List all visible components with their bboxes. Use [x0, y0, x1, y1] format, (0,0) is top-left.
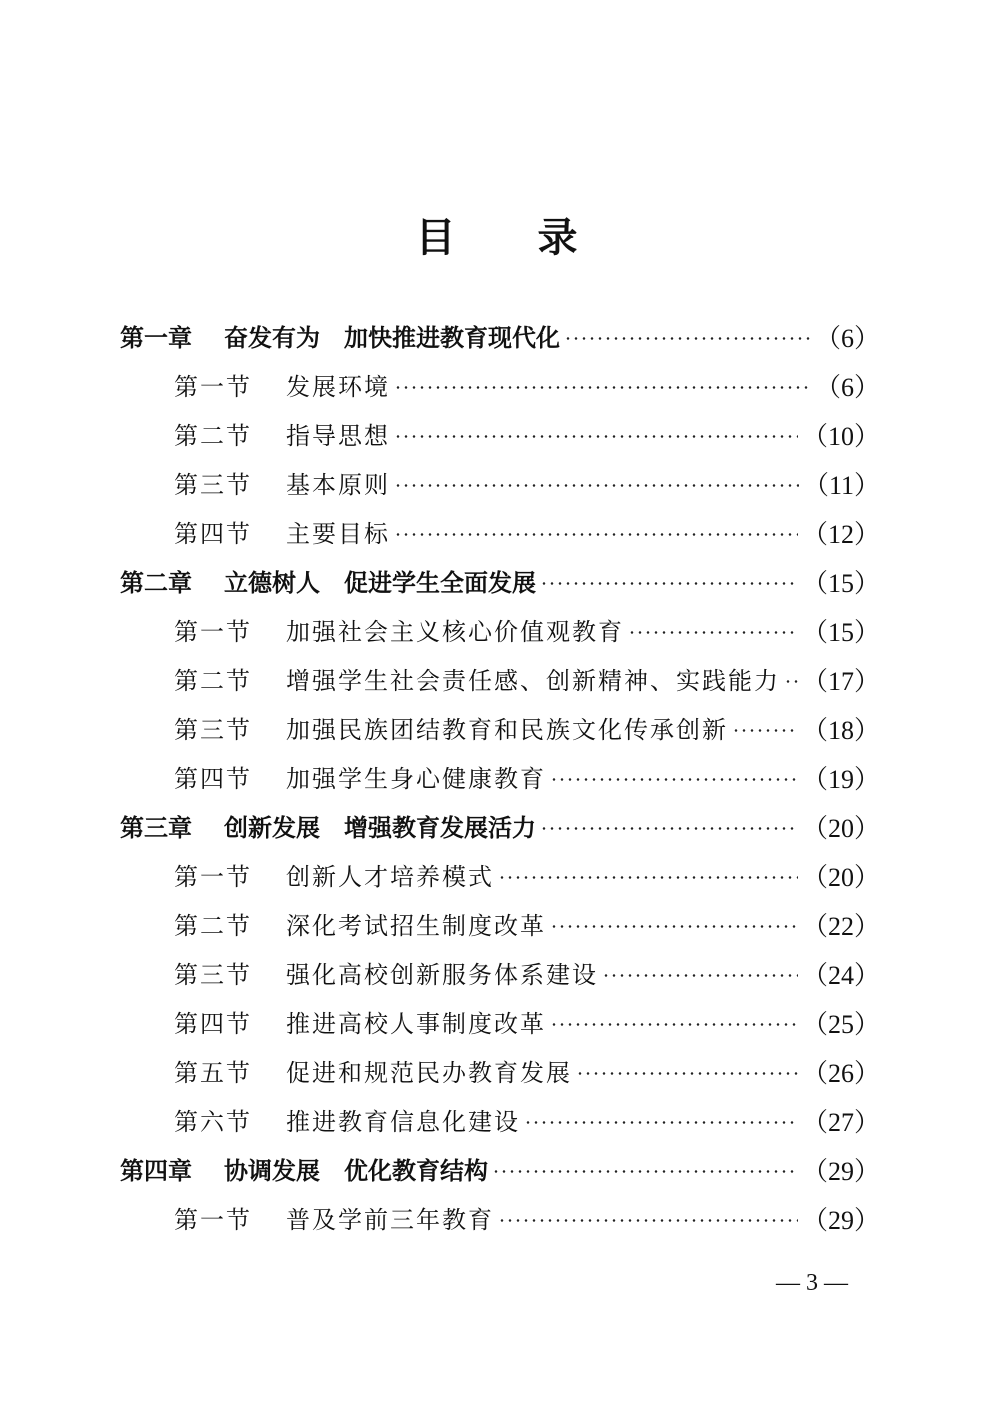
toc-entry-number: 第二节	[174, 667, 252, 695]
toc-entry-number: 第四节	[174, 765, 252, 793]
toc-entry-page: （20）	[801, 814, 880, 843]
toc-entry-page: （15）	[801, 569, 880, 598]
toc-entry-title: 协调发展 优化教育结构	[224, 1157, 488, 1185]
dot-leader	[564, 314, 811, 363]
toc-entry-title: 增强学生社会责任感、创新精神、实践能力	[286, 667, 780, 695]
toc-entry-title: 奋发有为 加快推进教育现代化	[224, 324, 560, 352]
toc-entry-number: 第四章	[120, 1157, 192, 1185]
toc-section-entry[interactable]	[174, 608, 880, 657]
toc-entry-title: 深化考试招生制度改革	[286, 912, 546, 940]
toc-entry-title: 促进和规范民办教育发展	[286, 1059, 572, 1087]
toc-entry-title: 发展环境	[286, 373, 390, 401]
toc-entry-number: 第三章	[120, 814, 192, 842]
toc-entry-page: （29）	[801, 1206, 880, 1235]
toc-section-entry[interactable]	[174, 951, 880, 1000]
toc-section-entry[interactable]	[174, 853, 880, 902]
dot-leader	[550, 755, 798, 804]
toc-entry-title: 推进教育信息化建设	[286, 1108, 520, 1136]
dot-leader	[602, 951, 798, 1000]
dot-leader	[550, 902, 798, 951]
toc-chapter-entry[interactable]	[120, 314, 880, 363]
toc-section-entry[interactable]	[174, 1049, 880, 1098]
toc-entry-number: 第二节	[174, 422, 252, 450]
toc-chapter-entry[interactable]	[120, 1147, 880, 1196]
dot-leader	[576, 1049, 798, 1098]
toc-section-entry[interactable]	[174, 755, 880, 804]
toc-entry-page: （29）	[801, 1157, 880, 1186]
toc-section-entry[interactable]	[174, 412, 880, 461]
toc-entry-page: （20）	[801, 863, 880, 892]
toc-section-entry[interactable]	[174, 510, 880, 559]
toc-section-entry[interactable]	[174, 1098, 880, 1147]
toc-entry-page: （10）	[801, 422, 880, 451]
toc-entry-title: 强化高校创新服务体系建设	[286, 961, 598, 989]
dot-leader	[498, 1196, 798, 1245]
toc-chapter-entry[interactable]	[120, 559, 880, 608]
toc-entry-title: 加强民族团结教育和民族文化传承创新	[286, 716, 728, 744]
toc-entry-title: 指导思想	[286, 422, 390, 450]
toc-entry-title: 普及学前三年教育	[286, 1206, 494, 1234]
toc-entry-number: 第五节	[174, 1059, 252, 1087]
dot-leader	[550, 1000, 798, 1049]
dot-leader	[784, 657, 798, 706]
dot-leader	[394, 510, 798, 559]
page-title: 目 录	[415, 215, 612, 261]
toc-entry-title: 立德树人 促进学生全面发展	[224, 569, 536, 597]
dot-leader	[732, 706, 798, 755]
dot-leader	[394, 412, 798, 461]
dot-leader	[628, 608, 798, 657]
toc-entry-number: 第一节	[174, 863, 252, 891]
toc-entry-number: 第四节	[174, 1010, 252, 1038]
toc-entry-number: 第三节	[174, 471, 252, 499]
toc-entry-page: （17）	[801, 667, 880, 696]
toc-chapter-entry[interactable]	[120, 804, 880, 853]
toc-section-entry[interactable]	[174, 1196, 880, 1245]
dot-leader	[498, 853, 798, 902]
toc-entry-number: 第一节	[174, 1206, 252, 1234]
toc-entry-page: （15）	[801, 618, 880, 647]
toc-entry-page: （11）	[802, 471, 880, 500]
toc-entry-number: 第二章	[120, 569, 192, 597]
toc-section-entry[interactable]	[174, 902, 880, 951]
toc-entry-page: （26）	[801, 1059, 880, 1088]
dot-leader	[540, 804, 798, 853]
dot-leader	[394, 363, 811, 412]
toc-entry-page: （22）	[801, 912, 880, 941]
toc-entry-title: 基本原则	[286, 471, 390, 499]
toc-section-entry[interactable]	[174, 657, 880, 706]
toc-entry-title: 创新人才培养模式	[286, 863, 494, 891]
toc-entry-number: 第一节	[174, 373, 252, 401]
dot-leader	[540, 559, 798, 608]
toc-entry-title: 加强学生身心健康教育	[286, 765, 546, 793]
toc-entry-page: （18）	[801, 716, 880, 745]
dot-leader	[492, 1147, 798, 1196]
toc-section-entry[interactable]	[174, 363, 880, 412]
toc-entry-title: 创新发展 增强教育发展活力	[224, 814, 536, 842]
toc-entry-page: （6）	[814, 324, 880, 353]
toc-entry-title: 加强社会主义核心价值观教育	[286, 618, 624, 646]
toc-entry-page: （19）	[801, 765, 880, 794]
toc-entry-title: 推进高校人事制度改革	[286, 1010, 546, 1038]
toc-entry-page: （25）	[801, 1010, 880, 1039]
toc-entry-number: 第二节	[174, 912, 252, 940]
toc-entry-number: 第一章	[120, 324, 192, 352]
page-number: — 3 —	[776, 1270, 848, 1296]
dot-leader	[394, 461, 799, 510]
toc-entry-number: 第四节	[174, 520, 252, 548]
toc-entry-number: 第三节	[174, 961, 252, 989]
toc-entry-page: （12）	[801, 520, 880, 549]
toc-entry-number: 第一节	[174, 618, 252, 646]
toc-entry-page: （24）	[801, 961, 880, 990]
toc-entry-page: （27）	[801, 1108, 880, 1137]
toc-section-entry[interactable]	[174, 1000, 880, 1049]
toc-entry-number: 第三节	[174, 716, 252, 744]
toc-entry-page: （6）	[814, 373, 880, 402]
toc-entry-number: 第六节	[174, 1108, 252, 1136]
toc-section-entry[interactable]	[174, 706, 880, 755]
toc-entry-title: 主要目标	[286, 520, 390, 548]
dot-leader	[524, 1098, 798, 1147]
toc-section-entry[interactable]	[174, 461, 880, 510]
